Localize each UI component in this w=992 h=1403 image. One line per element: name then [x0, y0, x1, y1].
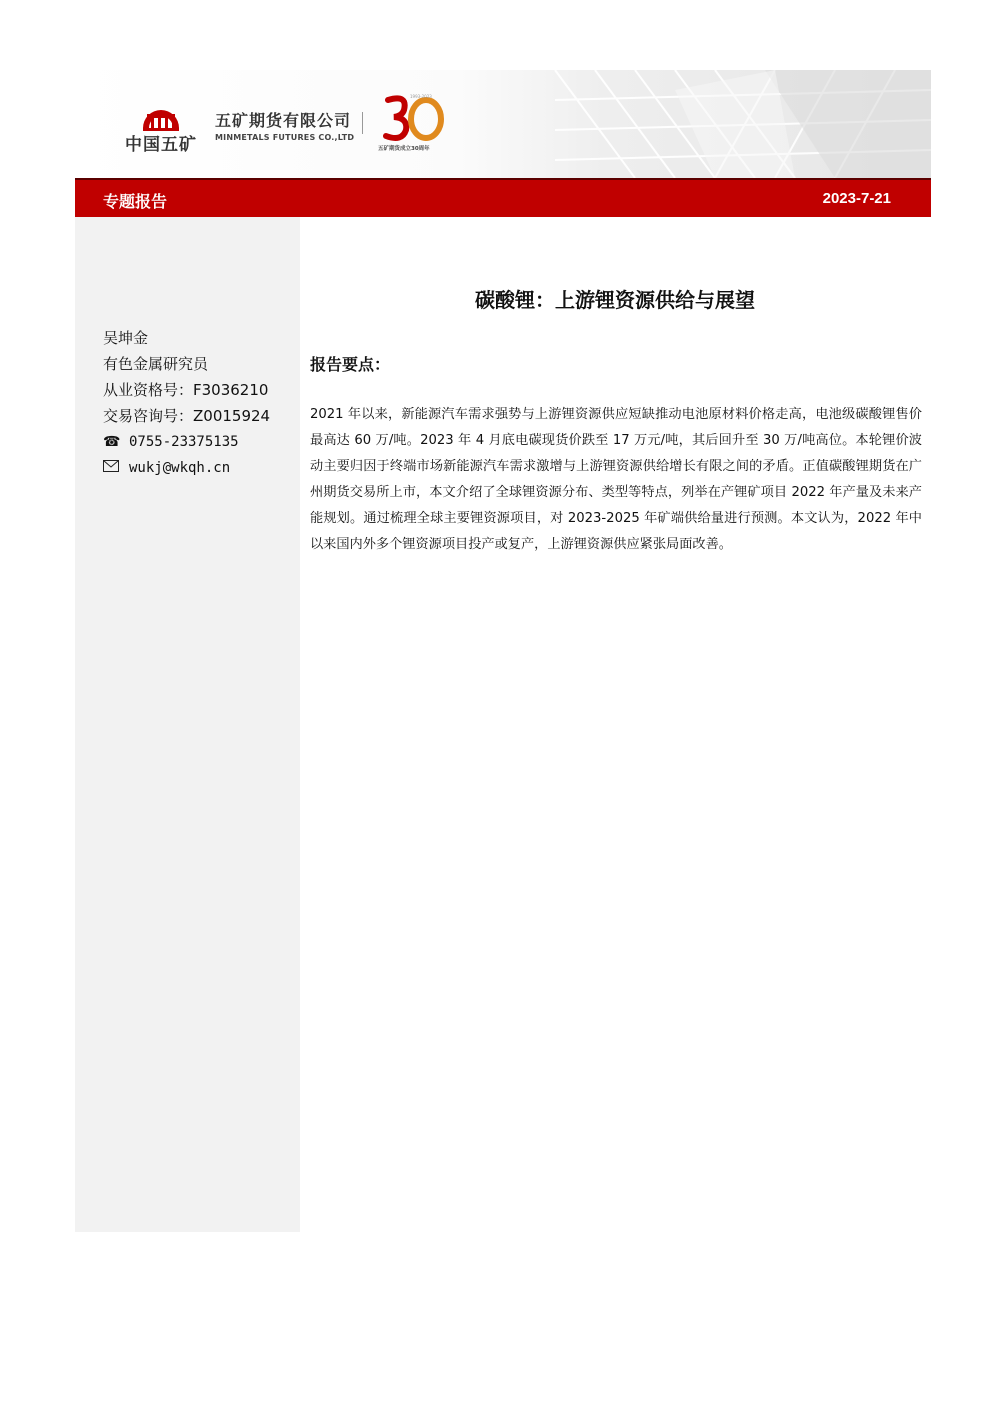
author-info [103, 325, 270, 481]
key-points-heading: 报告要点： [310, 355, 391, 374]
author-title: 有色金属研究员 [103, 355, 209, 373]
minmetals-logo [121, 94, 201, 154]
building-background-graphic [75, 70, 931, 178]
group-name: 中国五矿 [125, 135, 197, 155]
minmetals-emblem-icon [121, 94, 201, 132]
company-name-block [215, 108, 354, 142]
report-type-bar [75, 178, 931, 217]
company-name-en: MINMETALS FUTURES CO.,LTD [215, 133, 355, 142]
anniversary-text: 五矿期货成立30周年 [378, 146, 430, 152]
author-phone-row [103, 429, 270, 455]
key-points-body: 2021 年以来，新能源汽车需求强势与上游锂资源供应短缺推动电池原材料价格走高，电池级碳酸锂售价最高达 60 万/吨。2023 年 4 月底电碳现货价跌至 17 万元/吨，其后回升至 30 万/吨高位。本轮锂价波动主要归因于终端市场新能源汽车需求激增与上游锂资源供给增长有限之间的矛盾。正值碳酸锂期货在广州期货交易所上市，本文介绍了全球锂资源分布、类型等特点，列举在产锂矿项目 2022 年产量及未来产能规划。通过梳理全球主要锂资源项目，对 2023-2025 年矿端供给量进行预测。本文认为，2022 年中以来国内外多个锂资源项目投产或复产，上游锂资源供应紧张局面改善。 [310, 407, 922, 552]
report-title: 碳酸锂：上游锂资源供给与展望 [475, 288, 755, 312]
report-type-label: 专题报告 [103, 192, 168, 211]
author-name: 吴坤金 [103, 329, 149, 347]
author-email[interactable]: wukj@wkqh.cn [129, 460, 231, 476]
author-email-row [103, 455, 270, 481]
report-header [75, 70, 931, 178]
logo-divider [362, 112, 363, 134]
author-phone: 0755-23375135 [129, 434, 239, 450]
mail-icon [103, 455, 121, 481]
phone-icon: ☎ [103, 434, 121, 450]
company-name-cn: 五矿期货有限公司 [215, 111, 352, 130]
author-sidebar [75, 217, 300, 1232]
report-date: 2023-7-21 [822, 190, 891, 207]
author-license: 从业资格号：F3036210 [103, 381, 269, 399]
anniversary-years: 1993-2023 [410, 94, 432, 99]
anniversary-logo [380, 90, 450, 160]
author-advisory: 交易咨询号：Z0015924 [103, 407, 271, 425]
